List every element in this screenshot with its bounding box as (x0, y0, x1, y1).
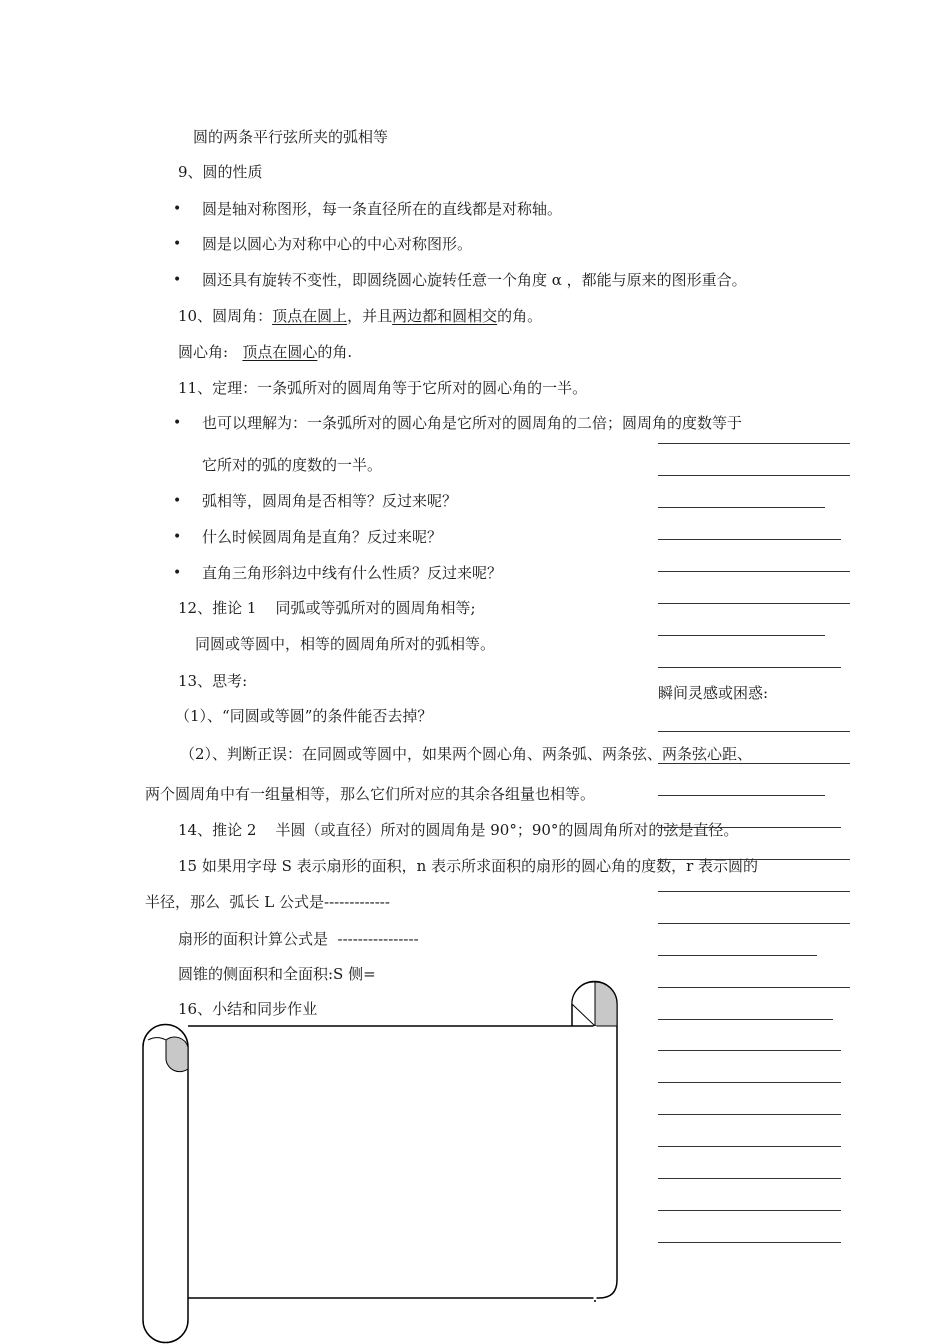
bullet-icon: • (173, 201, 182, 217)
bullet-icon: • (173, 415, 182, 431)
arc-length-formula-line: 半径，那么 弧长 L 公式是------------- (145, 893, 390, 911)
bullet-icon: • (173, 493, 182, 509)
text-line: 直角三角形斜边中线有什么性质？反过来呢？ (202, 564, 503, 582)
text-line: 圆还具有旋转不变性，即圆绕圆心旋转任意一个角度 α ，都能与原来的图形重合。 (202, 271, 747, 289)
corollary-line: 12、推论 1 同弧或等弧所对的圆周角相等; (178, 599, 476, 617)
text-line: 圆是轴对称图形，每一条直径所在的直线都是对称轴。 (202, 200, 563, 218)
text-line: 也可以理解为：一条弧所对的圆心角是它所对的圆周角的二倍；圆周角的度数等于 (202, 414, 743, 432)
inspiration-label: 瞬间灵感或困惑: (658, 684, 769, 702)
bullet-icon: • (173, 529, 182, 545)
underlined-term: 顶点在圆心 (242, 343, 318, 361)
bullet-icon: • (173, 236, 182, 252)
text-segment: 的角. (317, 343, 353, 361)
text-line: 什么时候圆周角是直角？反过来呢？ (202, 528, 443, 546)
text-line: 圆的两条平行弦所夹的弧相等 (193, 128, 389, 146)
text-line: 同圆或等圆中，相等的圆周角所对的弧相等。 (195, 635, 496, 653)
text-segment: 10、圆周角： (178, 307, 273, 325)
bullet-icon: • (173, 272, 182, 288)
scroll-curl-shade (572, 982, 595, 1026)
underlined-term: 两边都和圆相交 (392, 307, 498, 325)
theorem-line: 11、定理：一条弧所对的圆周角等于它所对的圆心角的一半。 (178, 379, 588, 397)
text-segment: ，并且 (347, 307, 393, 325)
text-line: 弧相等，圆周角是否相等？反过来呢？ (202, 492, 458, 510)
text-segment: 的角。 (497, 307, 543, 325)
heading-thinking: 13、思考: (178, 672, 248, 690)
scroll-curl-shade (595, 982, 617, 1026)
text-line: 两个圆周角中有一组量相等，那么它们所对应的其余各组量也相等。 (145, 785, 596, 803)
heading-circle-properties: 9、圆的性质 (178, 163, 263, 181)
text-line: （2）、判断正误：在同圆或等圆中，如果两个圆心角、两条弧、两条弦、两条弦心距、 (180, 745, 753, 763)
cone-area-line: 圆锥的侧面积和全面积:S 侧= (178, 965, 376, 983)
text-line: 15 如果用字母 S 表示扇形的面积，n 表示所求面积的扇形的圆心角的度数，r 表示圆的 (178, 857, 759, 875)
bullet-icon: • (173, 565, 182, 581)
text-line: 它所对的弧的度数的一半。 (202, 456, 383, 474)
text-line: （1）、“同圆或等圆”的条件能否去掉？ (175, 707, 433, 725)
corollary-line: 14、推论 2 半圆（或直径）所对的圆周角是 90°；90°的圆周角所对的弦是直径。 (178, 821, 739, 839)
heading-summary: 16、小结和同步作业 (178, 1000, 318, 1018)
text-line: 圆是以圆心为对称中心的中心对称图形。 (202, 235, 473, 253)
scroll-curl-shade (166, 1037, 188, 1072)
underlined-term: 顶点在圆上 (272, 307, 348, 325)
sector-area-formula-line: 扇形的面积计算公式是 ---------------- (178, 930, 419, 948)
text-segment: 圆心角: (178, 343, 243, 361)
